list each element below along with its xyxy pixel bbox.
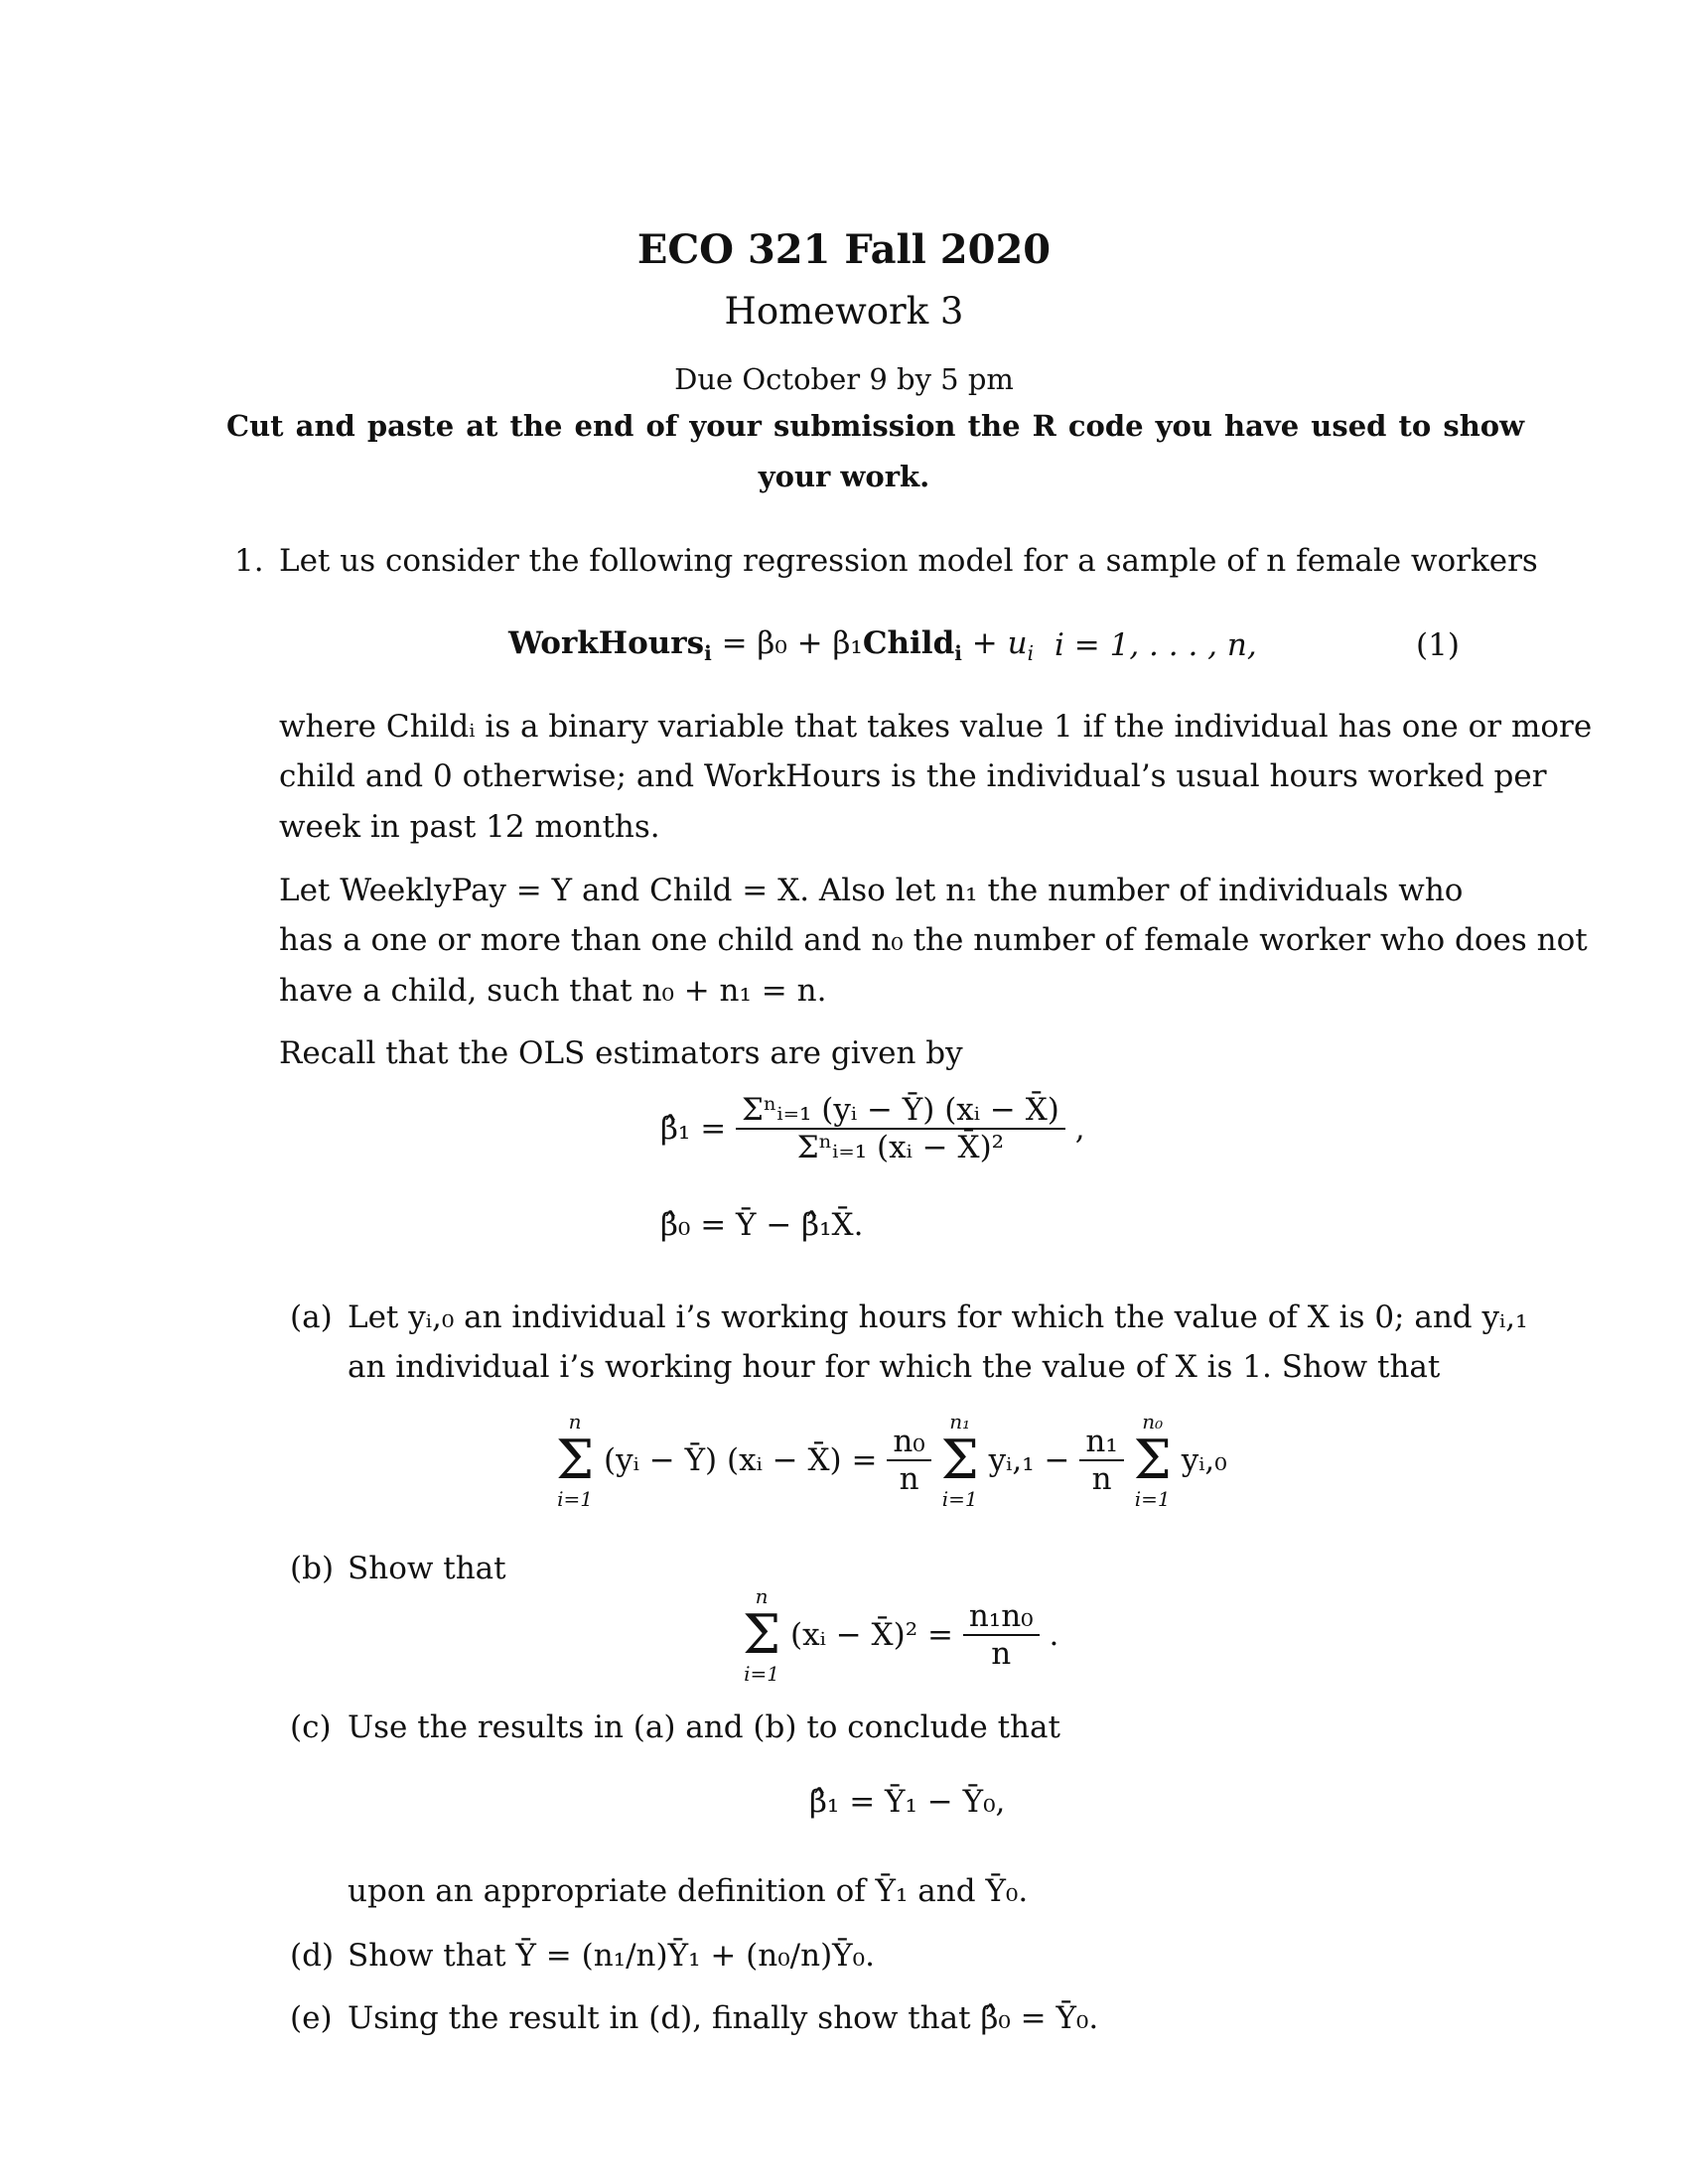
part-e-text: Using the result in (d), finally show that β̂₀ = Ȳ₀. [348, 2000, 1099, 2036]
para1-line2: child and 0 otherwise; and WorkHours is the individual’s usual hours worked per [279, 758, 1547, 794]
model-child: Child [862, 625, 955, 661]
page-title: ECO 321 Fall 2020 [636, 226, 1052, 273]
model-lhs: WorkHours [508, 625, 705, 661]
part-c-text: Use the results in (a) and (b) to conclude that [348, 1709, 1060, 1745]
due-date: Due October 9 by 5 pm [674, 362, 1014, 396]
part-c-after: upon an appropriate definition of Ȳ₁ and Ȳ₀. [348, 1873, 1029, 1909]
beta1-denominator: Σⁿᵢ₌₁ (xᵢ − X̄)² [796, 1130, 1005, 1165]
ols-beta1: β̂₁ = $\frac{\text{Σⁿᵢ₌₁ (yᵢ − Ȳ) (xᵢ − X̄)}}{\text{Σⁿᵢ₌₁ (xᵢ − X̄)²}}$ , [660, 1092, 1085, 1165]
part-a-line2: an individual i’s working hour for which the value of X is 1. Show that [348, 1349, 1441, 1385]
part-b-equation: n Σ i=1 (xᵢ − X̄)² = $\frac{\text{n₁n₀}}{n}$ . [743, 1584, 1059, 1686]
instruction-line-1: Cut and paste at the end of your submission the R code you have used to show [226, 409, 1525, 443]
question-intro: Let us consider the following regression model for a sample of n female workers [279, 543, 1538, 579]
part-e-label: (e) [290, 2000, 333, 2036]
a-frac1: $\frac{\text{n₀}}{n}$ [887, 1424, 930, 1497]
para2-line1: Let WeeklyPay = Y and Child = X. Also let n₁ the number of individuals who [279, 873, 1464, 908]
para1-line1: where Childᵢ is a binary variable that takes value 1 if the individual has one or more [279, 709, 1593, 745]
sum-b: n Σ i=1 [743, 1584, 781, 1686]
part-a-equation: n Σ i=1 (yᵢ − Ȳ) (xᵢ − X̄) = $\frac{\text{n₀}}{n}$ n₁ Σ i=1 yᵢ,₁ − $\frac{\text{n₁}}{n}$ n₀ Σ i=1 yᵢ,₀ [556, 1410, 1227, 1511]
model-error: + u [971, 625, 1028, 661]
para1-line3: week in past 12 months. [279, 809, 660, 845]
regression-model: WorkHours$_i$ = β₀ + β₁Child$_i$ + $u_i$ [508, 625, 1035, 666]
part-a-label: (a) [290, 1299, 333, 1335]
homework-subtitle: Homework 3 [724, 290, 964, 333]
sum-a2: n₁ Σ i=1 [940, 1410, 979, 1511]
b-frac: $\frac{\text{n₁n₀}}{n}$ [963, 1598, 1040, 1672]
a-lhs-body: (yᵢ − Ȳ) (xᵢ − X̄) = [604, 1442, 878, 1478]
model-rhs: = β₀ + β₁ [721, 625, 863, 661]
part-b-text: Show that [348, 1551, 506, 1586]
beta1-numerator: Σⁿᵢ₌₁ (yᵢ − Ȳ) (xᵢ − X̄) [736, 1092, 1065, 1130]
para3: Recall that the OLS estimators are given by [279, 1035, 963, 1071]
equation-number: (1) [1416, 627, 1460, 663]
part-a-line1: Let yᵢ,₀ an individual i’s working hours for which the value of X is 0; and yᵢ,₁ [348, 1299, 1528, 1335]
part-d-text: Show that Ȳ = (n₁/n)Ȳ₁ + (n₀/n)Ȳ₀. [348, 1938, 875, 1974]
part-c-label: (c) [290, 1709, 332, 1745]
beta1-lhs: β̂₁ = [660, 1111, 727, 1147]
sum-a1: n Σ i=1 [556, 1410, 595, 1511]
a-frac2: $\frac{\text{n₁}}{n}$ [1079, 1424, 1123, 1497]
part-d-label: (d) [290, 1938, 335, 1974]
para2-line2: has a one or more than one child and n₀ the number of female worker who does not [279, 922, 1588, 958]
model-range: i = 1, . . . , n, [1055, 627, 1257, 663]
ols-beta0: β̂₀ = Ȳ − β̂₁X̄. [660, 1207, 864, 1243]
part-b-label: (b) [290, 1551, 335, 1586]
para2-line3: have a child, such that n₀ + n₁ = n. [279, 973, 827, 1009]
part-c-equation: β̂₁ = Ȳ₁ − Ȳ₀, [809, 1784, 1006, 1820]
instruction-line-2: your work. [758, 460, 930, 493]
sum-a3: n₀ Σ i=1 [1133, 1410, 1172, 1511]
question-number: 1. [234, 543, 264, 579]
beta1-fraction [736, 1092, 1065, 1165]
